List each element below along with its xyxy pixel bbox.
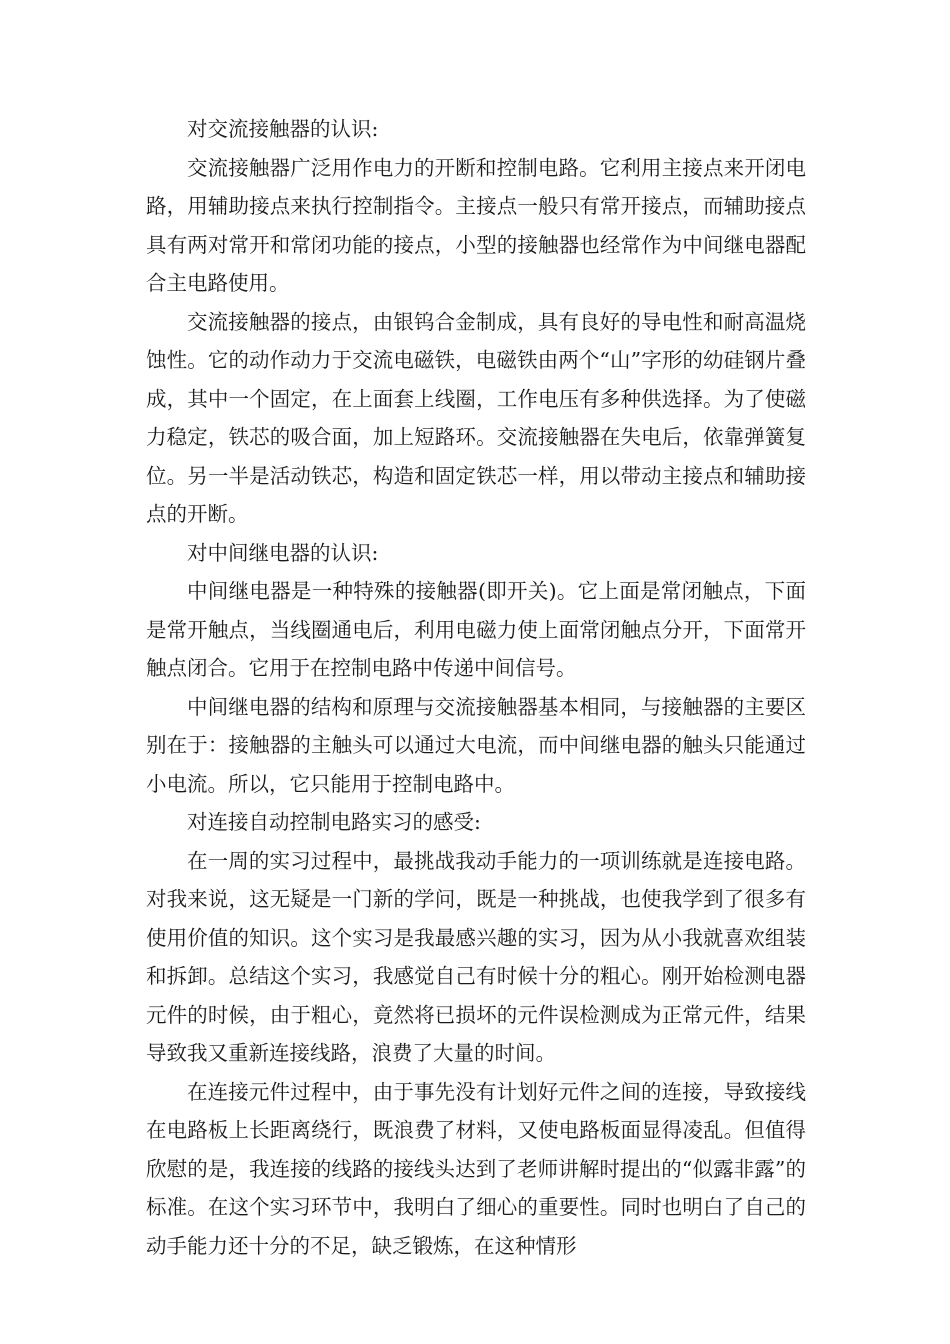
paragraph-relay-definition: 中间继电器是一种特殊的接触器(即开关)。它上面是常闭触点，下面是常开触点，当线圈通电后，利用电磁力使上面常闭触点分开，下面常开触点闭合。它用于在控制电路中传递中间信号。 xyxy=(146,579,806,680)
section-heading-relay: 对中间继电器的认识: xyxy=(187,540,379,565)
paragraph-practice-experience: 在一周的实习过程中，最挑战我动手能力的一项训练就是连接电路。对我来说，这无疑是一门新的学问，既是一种挑战，也使我学到了很多有使用价值的知识。这个实习是我最感兴趣的实习，因为从小我就喜欢组装和拆卸。总结这个实习，我感觉自己有时候十分的粗心。刚开始检测电器元件的时候，由于粗心，竟然将已损坏的元件误检测成为正常元件，结果导致我又重新连接线路，浪费了大量的时间。 xyxy=(146,848,806,1065)
section-heading-contactor: 对交流接触器的认识: xyxy=(187,117,379,141)
document-body xyxy=(146,110,806,1265)
paragraph-practice-wiring: 在连接元件过程中，由于事先没有计划好元件之间的连接，导致接线在电路板上长距离绕行，既浪费了材料，又使电路板面显得凌乱。但值得欣慰的是，我连接的线路的接线头达到了老师讲解时提出的“似露非露”的标准。在这个实习环节中，我明白了细心的重要性。同时也明白了自己的动手能力还十分的不足，缺乏锻炼，在这种情形 xyxy=(146,1079,806,1258)
section-heading-practice: 对连接自动控制电路实习的感受: xyxy=(187,810,481,834)
paragraph-contactor-usage: 交流接触器广泛用作电力的开断和控制电路。它利用主接点来开闭电路，用辅助接点来执行控制指令。主接点一般只有常开接点，而辅助接点具有两对常开和常闭功能的接点，小型的接触器也经常作为中间继电器配合主电路使用。 xyxy=(146,155,806,295)
paragraph-relay-comparison: 中间继电器的结构和原理与交流接触器基本相同，与接触器的主要区别在于：接触器的主触头可以通过大电流，而中间继电器的触头只能通过小电流。所以，它只能用于控制电路中。 xyxy=(146,694,806,796)
paragraph-contactor-contacts: 交流接触器的接点，由银钨合金制成，具有良好的导电性和耐高温烧蚀性。它的动作动力于交流电磁铁，电磁铁由两个“山”字形的幼硅钢片叠成，其中一个固定，在上面套上线圈，工作电压有多种供选择。为了使磁力稳定，铁芯的吸合面，加上短路环。交流接触器在失电后，依靠弹簧复位。另一半是活动铁芯，构造和固定铁芯一样，用以带动主接点和辅助接点的开断。 xyxy=(146,309,806,526)
